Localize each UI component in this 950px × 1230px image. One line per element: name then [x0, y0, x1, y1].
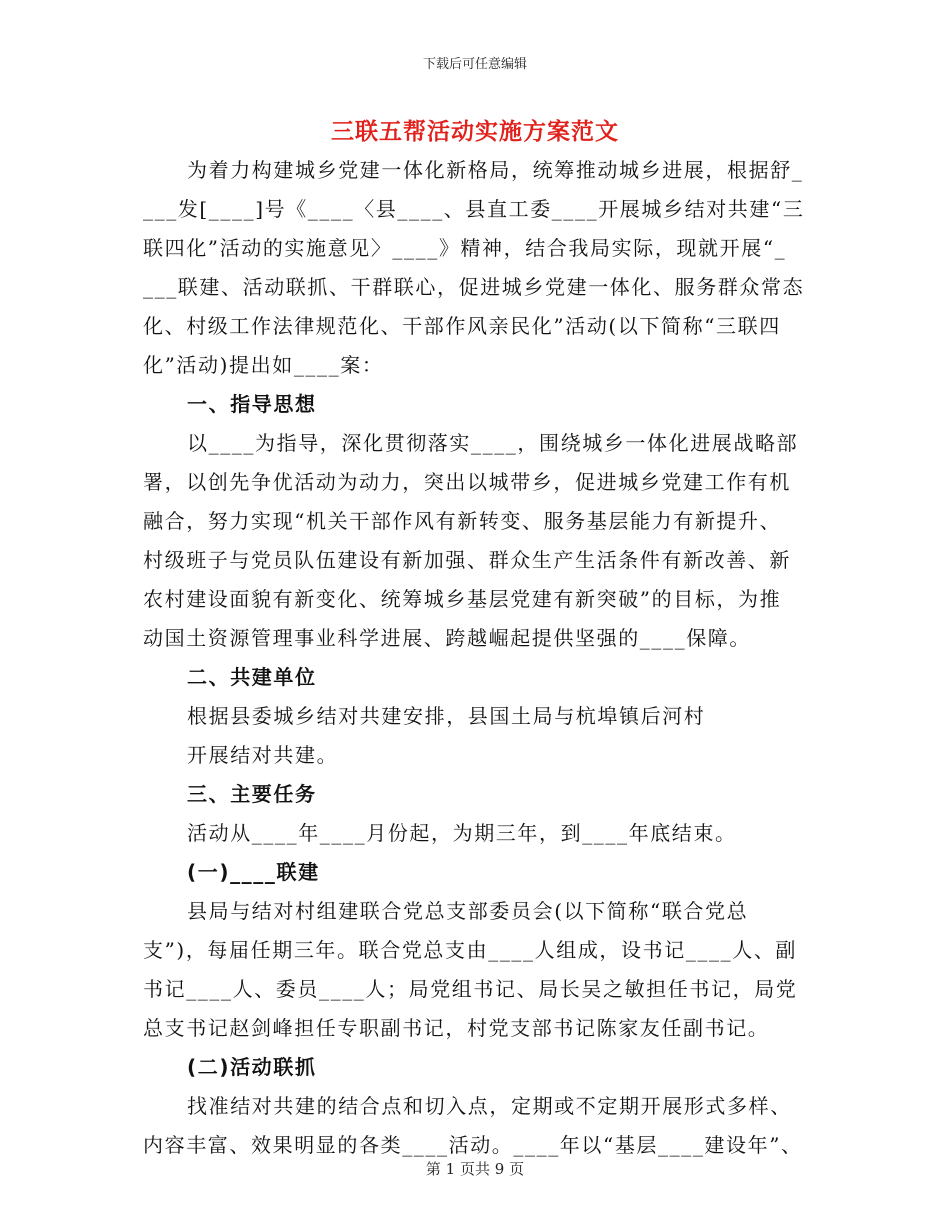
- section-heading: (二)活动联抓: [187, 1055, 317, 1079]
- section-heading: 三、主要任务: [187, 782, 317, 806]
- text-line: ___发[____]号《____〈县____、县直工委____开展城乡结对共建“三: [143, 197, 805, 221]
- page-header: 下载后可任意编辑: [422, 57, 527, 72]
- text-line: 找准结对共建的结合点和切入点，定期或不定期开展形式多样、: [187, 1094, 792, 1118]
- text-line: 农村建设面貌有新变化、统筹城乡基层党建有新突破”的目标，为推: [143, 587, 782, 611]
- section-heading: (一)____联建: [187, 860, 320, 884]
- text-line: 开展结对共建。: [187, 743, 339, 767]
- page-footer: 第 1 页共 9 页: [425, 1160, 525, 1178]
- text-line: 县局与结对村组建联合党总支部委员会(以下简称“联合党总: [187, 899, 749, 923]
- text-line: 书记____人、委员____人；局党组书记、局长吴之敏担任书记，局党: [143, 977, 798, 1001]
- text-line: ___联建、活动联抓、干群联心，促进城乡党建一体化、服务群众常态: [143, 275, 805, 299]
- text-line: 以____为指导，深化贯彻落实____，围绕城乡一体化进展战略部: [187, 431, 799, 455]
- text-line: 化”活动)提出如____案：: [143, 353, 384, 377]
- section-heading: 二、共建单位: [187, 665, 317, 689]
- text-line: 为着力构建城乡党建一体化新格局，统筹推动城乡进展，根据舒_: [187, 158, 804, 182]
- section-heading: 一、指导思想: [187, 392, 317, 416]
- text-line: 村级班子与党员队伍建设有新加强、群众生产生活条件有新改善、新: [143, 548, 791, 572]
- document-title: 三联五帮活动实施方案范文: [331, 119, 619, 145]
- text-line: 活动从____年____月份起，为期三年，到____年底结束。: [187, 821, 737, 845]
- text-line: 署，以创先争优活动为动力，突出以城带乡，促进城乡党建工作有机: [143, 470, 791, 494]
- document-body: [143, 151, 811, 1165]
- text-line: 融合，努力实现“机关干部作风有新转变、服务基层能力有新提升、: [143, 509, 782, 533]
- text-line: 总支书记赵剑峰担任专职副书记，村党支部书记陈家友任副书记。: [143, 1016, 770, 1040]
- text-line: 内容丰富、效果明显的各类____活动。____年以“基层____建设年”、: [143, 1133, 803, 1157]
- text-line: 支”)，每届任期三年。联合党总支由____人组成，设书记____人、副: [143, 938, 798, 962]
- text-line: 根据县委城乡结对共建安排，县国土局与杭埠镇后河村: [187, 704, 706, 728]
- text-line: 联四化”活动的实施意见〉____》精神，结合我局实际，现就开展“_: [143, 236, 787, 260]
- text-line: 动国土资源管理事业科学进展、跨越崛起提供坚强的____保障。: [143, 626, 751, 650]
- text-line: 化、村级工作法律规范化、干部作风亲民化”活动(以下简称“三联四: [143, 314, 781, 338]
